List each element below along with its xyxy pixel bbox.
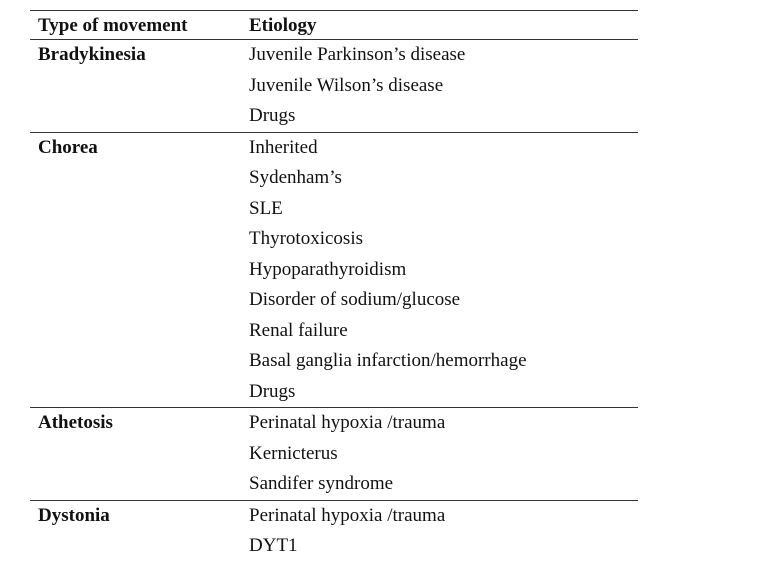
table-row <box>30 377 638 408</box>
table-row <box>30 408 638 439</box>
table-row <box>30 163 638 194</box>
table-row <box>30 346 638 377</box>
etiology-cell: Juvenile Parkinson’s disease <box>249 44 466 65</box>
table-header-row <box>30 11 638 39</box>
etiology-cell: Sydenham’s <box>249 167 342 188</box>
etiology-cell: Perinatal hypoxia /trauma <box>249 412 446 433</box>
table-row <box>30 133 638 164</box>
etiology-cell: Juvenile Wilson’s disease <box>249 74 444 96</box>
table-row <box>30 40 638 71</box>
movement-type-cell: Bradykinesia <box>38 44 146 65</box>
table-row <box>30 439 638 470</box>
etiology-cell: Hypoparathyroidism <box>249 258 407 280</box>
table-row <box>30 71 638 102</box>
movement-type-cell: Athetosis <box>38 412 113 433</box>
etiology-cell: Renal failure <box>249 319 348 341</box>
etiology-cell: Drugs <box>249 380 296 402</box>
etiology-cell: Disorder of sodium/glucose <box>249 289 461 310</box>
etiology-cell: Thyrotoxicosis <box>249 228 363 249</box>
movement-type-cell: Dystonia <box>38 504 110 526</box>
etiology-cell: Basal ganglia infarction/hemorrhage <box>249 350 527 371</box>
table-row <box>30 316 638 347</box>
header-etiology: Etiology <box>249 15 317 36</box>
etiology-cell: Inherited <box>249 136 318 158</box>
table-row <box>30 255 638 286</box>
table-row <box>30 285 638 316</box>
movement-etiology-table <box>30 10 638 562</box>
table-row <box>30 469 638 500</box>
header-type-of-movement: Type of movement <box>38 15 188 36</box>
table-row <box>30 501 638 532</box>
etiology-cell: Perinatal hypoxia /trauma <box>249 504 446 526</box>
etiology-cell: Drugs <box>249 105 296 126</box>
table-row <box>30 101 638 132</box>
table-row <box>30 224 638 255</box>
etiology-cell: SLE <box>249 197 283 219</box>
etiology-cell: Sandifer syndrome <box>249 473 394 494</box>
etiology-cell: DYT1 <box>249 535 298 556</box>
etiology-cell: Kernicterus <box>249 442 338 464</box>
table-row <box>30 531 638 562</box>
table-row <box>30 194 638 225</box>
movement-type-cell: Chorea <box>38 136 98 158</box>
